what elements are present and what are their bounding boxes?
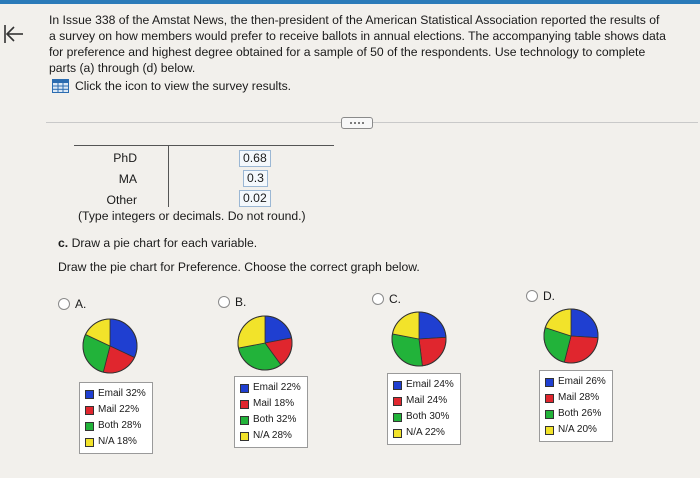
radio-c[interactable] [372, 293, 384, 305]
part-c-prompt [58, 236, 257, 250]
legend-c-na [393, 425, 454, 441]
legend-a-na [85, 434, 146, 450]
legend-c-email-label: Email 24% [406, 379, 454, 390]
pie-b-slice-na [238, 316, 265, 348]
table-top-border [74, 145, 334, 146]
legend-d-email [545, 374, 606, 390]
swatch-c-email [393, 381, 402, 390]
swatch-b-na [240, 432, 249, 441]
swatch-b-mail [240, 400, 249, 409]
legend-d-email-label: Email 26% [558, 376, 606, 387]
swatch-c-both [393, 413, 402, 422]
part-c-text: Draw a pie chart for each variable. [71, 236, 258, 250]
legend-b-both-label: Both 32% [253, 414, 297, 425]
swatch-b-email [240, 384, 249, 393]
radio-a[interactable] [58, 298, 70, 310]
option-c-label[interactable]: C. [389, 292, 401, 306]
table-grid-icon[interactable] [52, 79, 69, 93]
option-c[interactable] [372, 292, 401, 306]
legend-d-both-label: Both 26% [558, 408, 602, 419]
option-b-label[interactable]: B. [235, 295, 247, 309]
legend-c [387, 373, 461, 445]
legend-c-mail-label: Mail 24% [406, 395, 448, 406]
legend-a-email-label: Email 32% [98, 388, 146, 399]
legend-a-na-label: N/A 18% [98, 436, 137, 447]
row-label-other: Other [106, 193, 137, 207]
top-accent-bar [0, 0, 700, 4]
swatch-a-both [85, 422, 94, 431]
legend-a-mail-label: Mail 22% [98, 404, 140, 415]
swatch-a-email [85, 390, 94, 399]
more-content-button[interactable] [341, 117, 373, 129]
intro-paragraph: In Issue 338 of the Amstat News, the then-president of the American Statistical Association reported the results of a survey on how members would prefer to receive ballots in annual elections. The accompanying table shows data for preference and highest degree obtained for a sample of 50 of the respondents. Use technology to complete parts (a) through (d) below. [49, 13, 666, 75]
rounding-note: (Type integers or decimals. Do not round.) [78, 209, 306, 223]
swatch-c-na [393, 429, 402, 438]
legend-b-na-label: N/A 28% [253, 430, 292, 441]
swatch-d-mail [545, 394, 554, 403]
legend-d-mail [545, 390, 606, 406]
legend-d-na-label: N/A 20% [558, 424, 597, 435]
row-label-phd: PhD [113, 151, 137, 165]
legend-c-na-label: N/A 22% [406, 427, 445, 438]
pie-chart-d [543, 308, 599, 364]
table-column-divider [168, 145, 169, 207]
answer-box-other[interactable]: 0.02 [239, 190, 271, 207]
option-a[interactable] [58, 297, 86, 311]
answer-box-phd[interactable]: 0.68 [239, 150, 271, 167]
legend-c-both [393, 409, 454, 425]
radio-b[interactable] [218, 296, 230, 308]
legend-d-na [545, 422, 606, 438]
legend-a-both [85, 418, 146, 434]
legend-b-na [240, 428, 301, 444]
legend-a [79, 382, 153, 454]
swatch-d-email [545, 378, 554, 387]
swatch-d-both [545, 410, 554, 419]
legend-b-email-label: Email 22% [253, 382, 301, 393]
legend-b-mail [240, 396, 301, 412]
radio-d[interactable] [526, 290, 538, 302]
pie-d-slice-email [571, 309, 598, 338]
legend-d [539, 370, 613, 442]
pie-instruction: Draw the pie chart for Preference. Choose the correct graph below. [58, 260, 420, 274]
legend-a-both-label: Both 28% [98, 420, 142, 431]
legend-d-mail-label: Mail 28% [558, 392, 600, 403]
swatch-d-na [545, 426, 554, 435]
pie-chart-b [237, 315, 293, 371]
pie-chart-c [391, 311, 447, 367]
pie-a-slices [83, 319, 137, 373]
view-survey-link[interactable] [52, 79, 291, 93]
option-a-label[interactable]: A. [75, 297, 87, 311]
pie-b-slices [238, 316, 292, 370]
legend-a-email [85, 386, 146, 402]
option-d-label[interactable]: D. [543, 289, 555, 303]
swatch-a-na [85, 438, 94, 447]
legend-b-both [240, 412, 301, 428]
legend-c-email [393, 377, 454, 393]
answer-box-ma[interactable]: 0.3 [243, 170, 268, 187]
legend-a-mail [85, 402, 146, 418]
part-c-letter: c. [58, 236, 69, 250]
pie-c-slices [392, 312, 446, 366]
swatch-c-mail [393, 397, 402, 406]
option-b[interactable] [218, 295, 246, 309]
option-d[interactable] [526, 289, 555, 303]
swatch-b-both [240, 416, 249, 425]
pie-c-slice-mail [419, 337, 446, 365]
legend-b-mail-label: Mail 18% [253, 398, 295, 409]
legend-b [234, 376, 308, 448]
back-arrow-icon[interactable] [2, 22, 26, 46]
view-survey-text[interactable]: Click the icon to view the survey results. [75, 79, 292, 93]
pie-chart-a [82, 318, 138, 374]
legend-c-both-label: Both 30% [406, 411, 450, 422]
legend-c-mail [393, 393, 454, 409]
swatch-a-mail [85, 406, 94, 415]
pie-d-slices [544, 309, 598, 363]
row-label-ma: MA [118, 172, 137, 186]
legend-d-both [545, 406, 606, 422]
legend-b-email [240, 380, 301, 396]
